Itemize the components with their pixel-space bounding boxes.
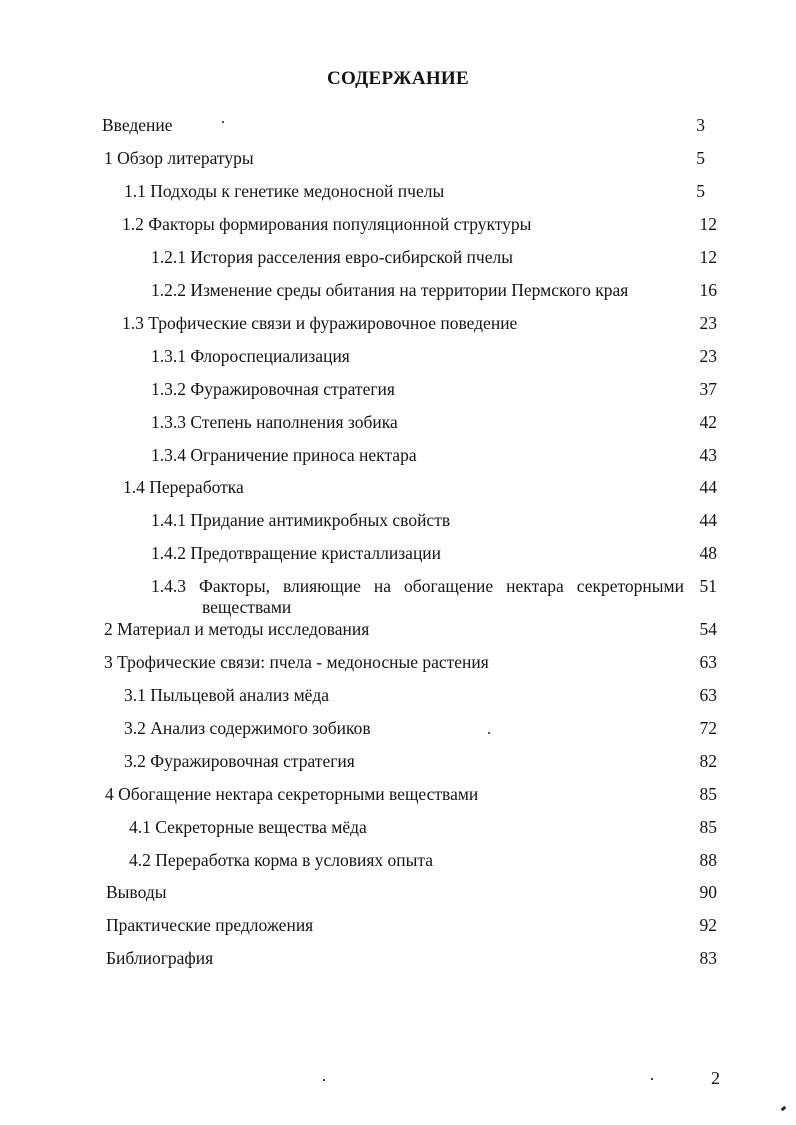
toc-entry-page: 63 [699, 685, 717, 705]
toc-entry-text: 1.4.2 Предотвращение кристаллизации [151, 543, 442, 563]
toc-entry-page: 12 [699, 214, 717, 234]
toc-entry-text: 1.4.1 Придание антимикробных свойств [151, 510, 451, 530]
toc-entry-page: 23 [699, 313, 717, 333]
toc-entry-page: 3 [696, 115, 705, 135]
toc-entry-continuation: веществами [202, 597, 292, 617]
toc-entry-page: 12 [699, 247, 717, 267]
toc-entry-page: 51 [699, 576, 717, 596]
toc-entry-text: 1.4.3 Факторы, влияющие на обогащение нектара секреторными [151, 576, 684, 596]
scan-speck [222, 121, 224, 123]
toc-entry-text: 1.3 Трофические связи и фуражировочное поведение [122, 313, 518, 333]
toc-entry-text: 2 Материал и методы исследования [104, 619, 370, 639]
toc-entry-text: 1 Обзор литературы [104, 148, 254, 168]
toc-entry-page: 63 [699, 652, 717, 672]
toc-entry-page: 83 [699, 948, 717, 968]
toc-entry-text: 1.2.2 Изменение среды обитания на территории Пермского края [151, 280, 629, 300]
toc-entry-page: 5 [696, 181, 705, 201]
toc-entry-page: 88 [699, 850, 717, 870]
toc-entry-page: 42 [699, 412, 717, 432]
toc-entry-page: 5 [696, 148, 705, 168]
toc-entry-text: 4.2 Переработка корма в условиях опыта [129, 850, 434, 870]
toc-entry-text: 4 Обогащение нектара секреторными веществами [105, 784, 479, 804]
toc-entry-page: 37 [699, 379, 717, 399]
toc-entry-text: 1.4 Переработка [123, 477, 244, 497]
toc-entry-text: 4.1 Секреторные вещества мёда [129, 817, 367, 837]
toc-entry-page: 82 [699, 751, 717, 771]
scan-speck [488, 732, 490, 734]
scan-speck [323, 1079, 325, 1081]
toc-entry-text: 1.2 Факторы формирования популяционной структуры [122, 214, 532, 234]
toc-entry-text: Библиография [106, 948, 214, 968]
page-title: СОДЕРЖАНИЕ [327, 68, 469, 89]
toc-entry-page: 16 [699, 280, 717, 300]
toc-entry-text: Введение [102, 115, 173, 135]
toc-entry-text: 1.3.1 Флороспециализация [151, 346, 350, 366]
toc-entry-page: 72 [699, 718, 717, 738]
page-number: 2 [711, 1068, 720, 1088]
toc-entry-text: 1.1 Подходы к генетике медоносной пчелы [124, 181, 445, 201]
toc-entry-page: 54 [699, 619, 717, 639]
pen-mark [781, 1106, 787, 1112]
toc-entry-text: 1.3.4 Ограничение приноса нектара [151, 445, 417, 465]
toc-entry-text: 1.3.2 Фуражировочная стратегия [151, 379, 395, 399]
toc-entry-page: 85 [699, 817, 717, 837]
toc-entry-text: 3 Трофические связи: пчела - медоносные растения [104, 652, 489, 672]
scan-speck [651, 1078, 653, 1080]
toc-entry-page: 48 [699, 543, 717, 563]
toc-entry-text: 1.3.3 Степень наполнения зобика [151, 412, 398, 432]
toc-entry-page: 43 [699, 445, 717, 465]
toc-entry-page: 23 [699, 346, 717, 366]
toc-entry-page: 90 [699, 882, 717, 902]
toc-entry-text: Выводы [106, 882, 167, 902]
toc-entry-text: Практические предложения [106, 915, 314, 935]
toc-entry-text: 3.1 Пыльцевой анализ мёда [124, 685, 330, 705]
toc-entry-page: 85 [699, 784, 717, 804]
toc-entry-page: 92 [699, 915, 717, 935]
toc-entry-page: 44 [699, 510, 717, 530]
toc-entry-page: 44 [699, 477, 717, 497]
toc-entry-text: 3.2 Фуражировочная стратегия [124, 751, 355, 771]
toc-entry-text: 3.2 Анализ содержимого зобиков [124, 718, 371, 738]
toc-entry-text: 1.2.1 История расселения евро-сибирской пчелы [151, 247, 513, 267]
